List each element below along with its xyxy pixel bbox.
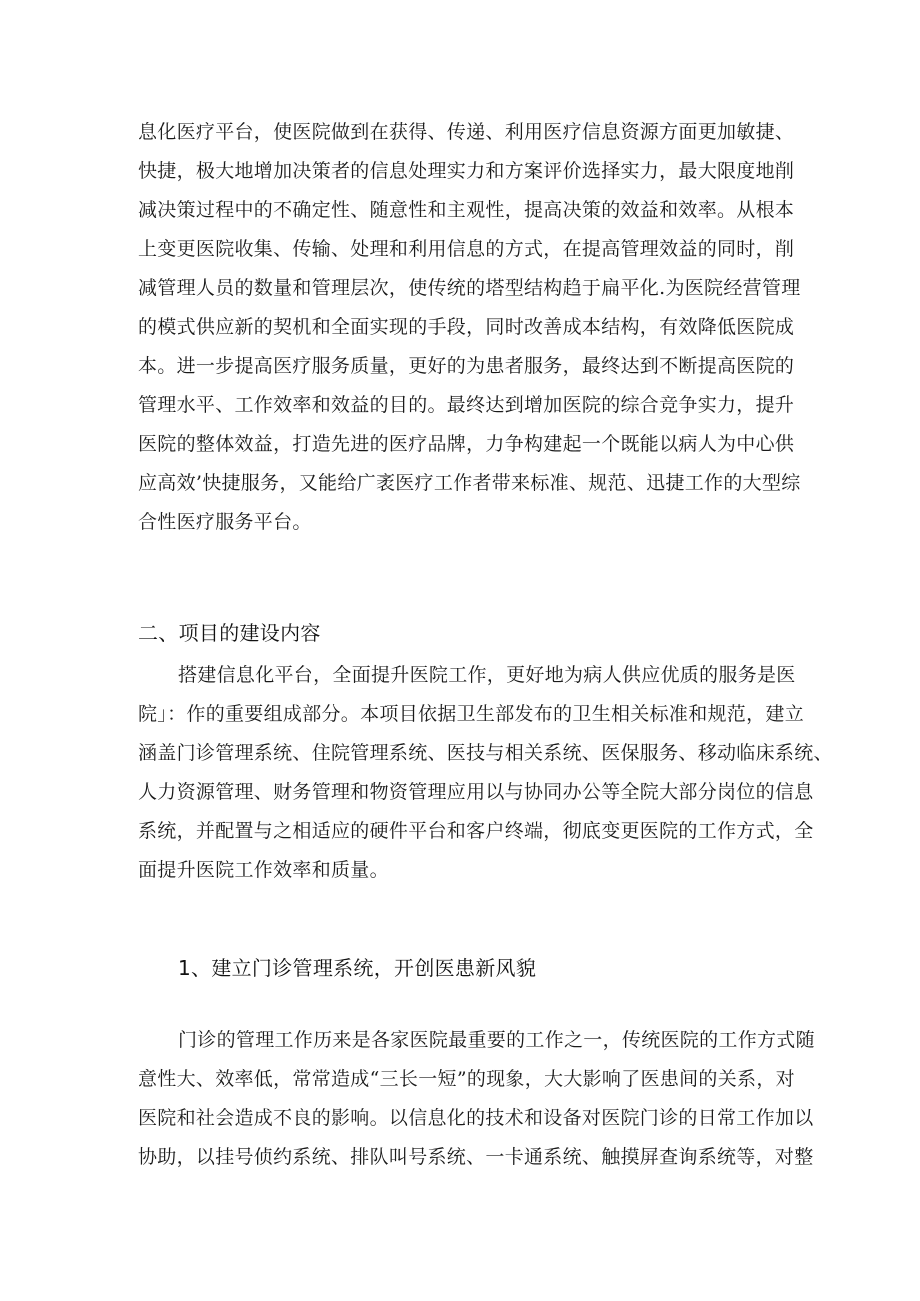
paragraph-line: 医院和社会造成不良的影响。以信息化的技术和设备对医院门诊的日常工作加以 [138, 1107, 814, 1129]
paragraph-line: 人力资源管理、财务管理和物资管理应用以与协同办公等全院大部分岗位的信息 [138, 781, 814, 803]
paragraph-line: 上变更医院收集、传输、处理和利用信息的方式，在提高管理效益的同时，削 [138, 238, 795, 260]
section-heading: 二、项目的建设内容 [138, 621, 321, 645]
paragraph-line: 快捷，极大地增加决策者的信息处理实力和方案评价选择实力，最大限度地削 [138, 160, 795, 182]
paragraph-line: 的模式供应新的契机和全面实现的手段，同时改善成本结构，有效降低医院成 [138, 316, 795, 338]
paragraph-line: 医院的整体效益，打造先进的医疗品牌，力争构建起一个既能以病人为中心供 [138, 433, 795, 455]
paragraph-line: 应高效’快捷服务，又能给广袤医疗工作者带来标准、规范、迅捷工作的大型综 [138, 472, 801, 494]
paragraph-line: 减管理人员的数量和管理层次，使传统的塔型结构趋于扁平化.为医院经营管理 [138, 277, 801, 299]
paragraph-line: 系统，并配置与之相适应的硬件平台和客户终端，彻底变更医院的工作方式，全 [138, 820, 814, 842]
paragraph-line: 院」：作的重要组成部分。本项目依据卫生部发布的卫生相关标准和规范，建立 [138, 703, 805, 725]
paragraph-line: 管理水平、工作效率和效益的目的。最终达到增加医院的综合竞争实力，提升 [138, 394, 795, 416]
paragraph-line: 协助，以挂号侦约系统、排队叫号系统、一卡通系统、触摸屏查询系统等，对整 [138, 1146, 814, 1168]
paragraph-line: 减决策过程中的不确定性、随意性和主观性，提高决策的效益和效率。从根本 [138, 199, 795, 221]
paragraph-line: 面提升医院工作效率和质量。 [138, 859, 389, 881]
paragraph-line: 门诊的管理工作历来是各家医院最重要的工作之一，传统医院的工作方式随 [178, 1029, 815, 1051]
subsection-heading: 1、建立门诊管理系统，开创医患新风貌 [178, 956, 537, 980]
paragraph-line: 意性大、效率低，常常造成“三长一短”的现象，大大影响了医患间的关系，对 [138, 1068, 795, 1090]
paragraph-line: 息化医疗平台，使医院做到在获得、传递、利用医疗信息资源方面更加敏捷、 [138, 121, 795, 143]
paragraph-line: 涵盖门诊管理系统、住院管理系统、医技与相关系统、医保服务、移动临床系统、 [138, 742, 833, 764]
paragraph-line: 本。进一步提高医疗服务质量，更好的为患者服务，最终达到不断提高医院的 [138, 355, 795, 377]
paragraph-line: 搭建信息化平台，全面提升医院工作，更好地为病人供应优质的服务是医 [178, 664, 796, 686]
paragraph-line: 合性医疗服务平台。 [138, 511, 312, 533]
